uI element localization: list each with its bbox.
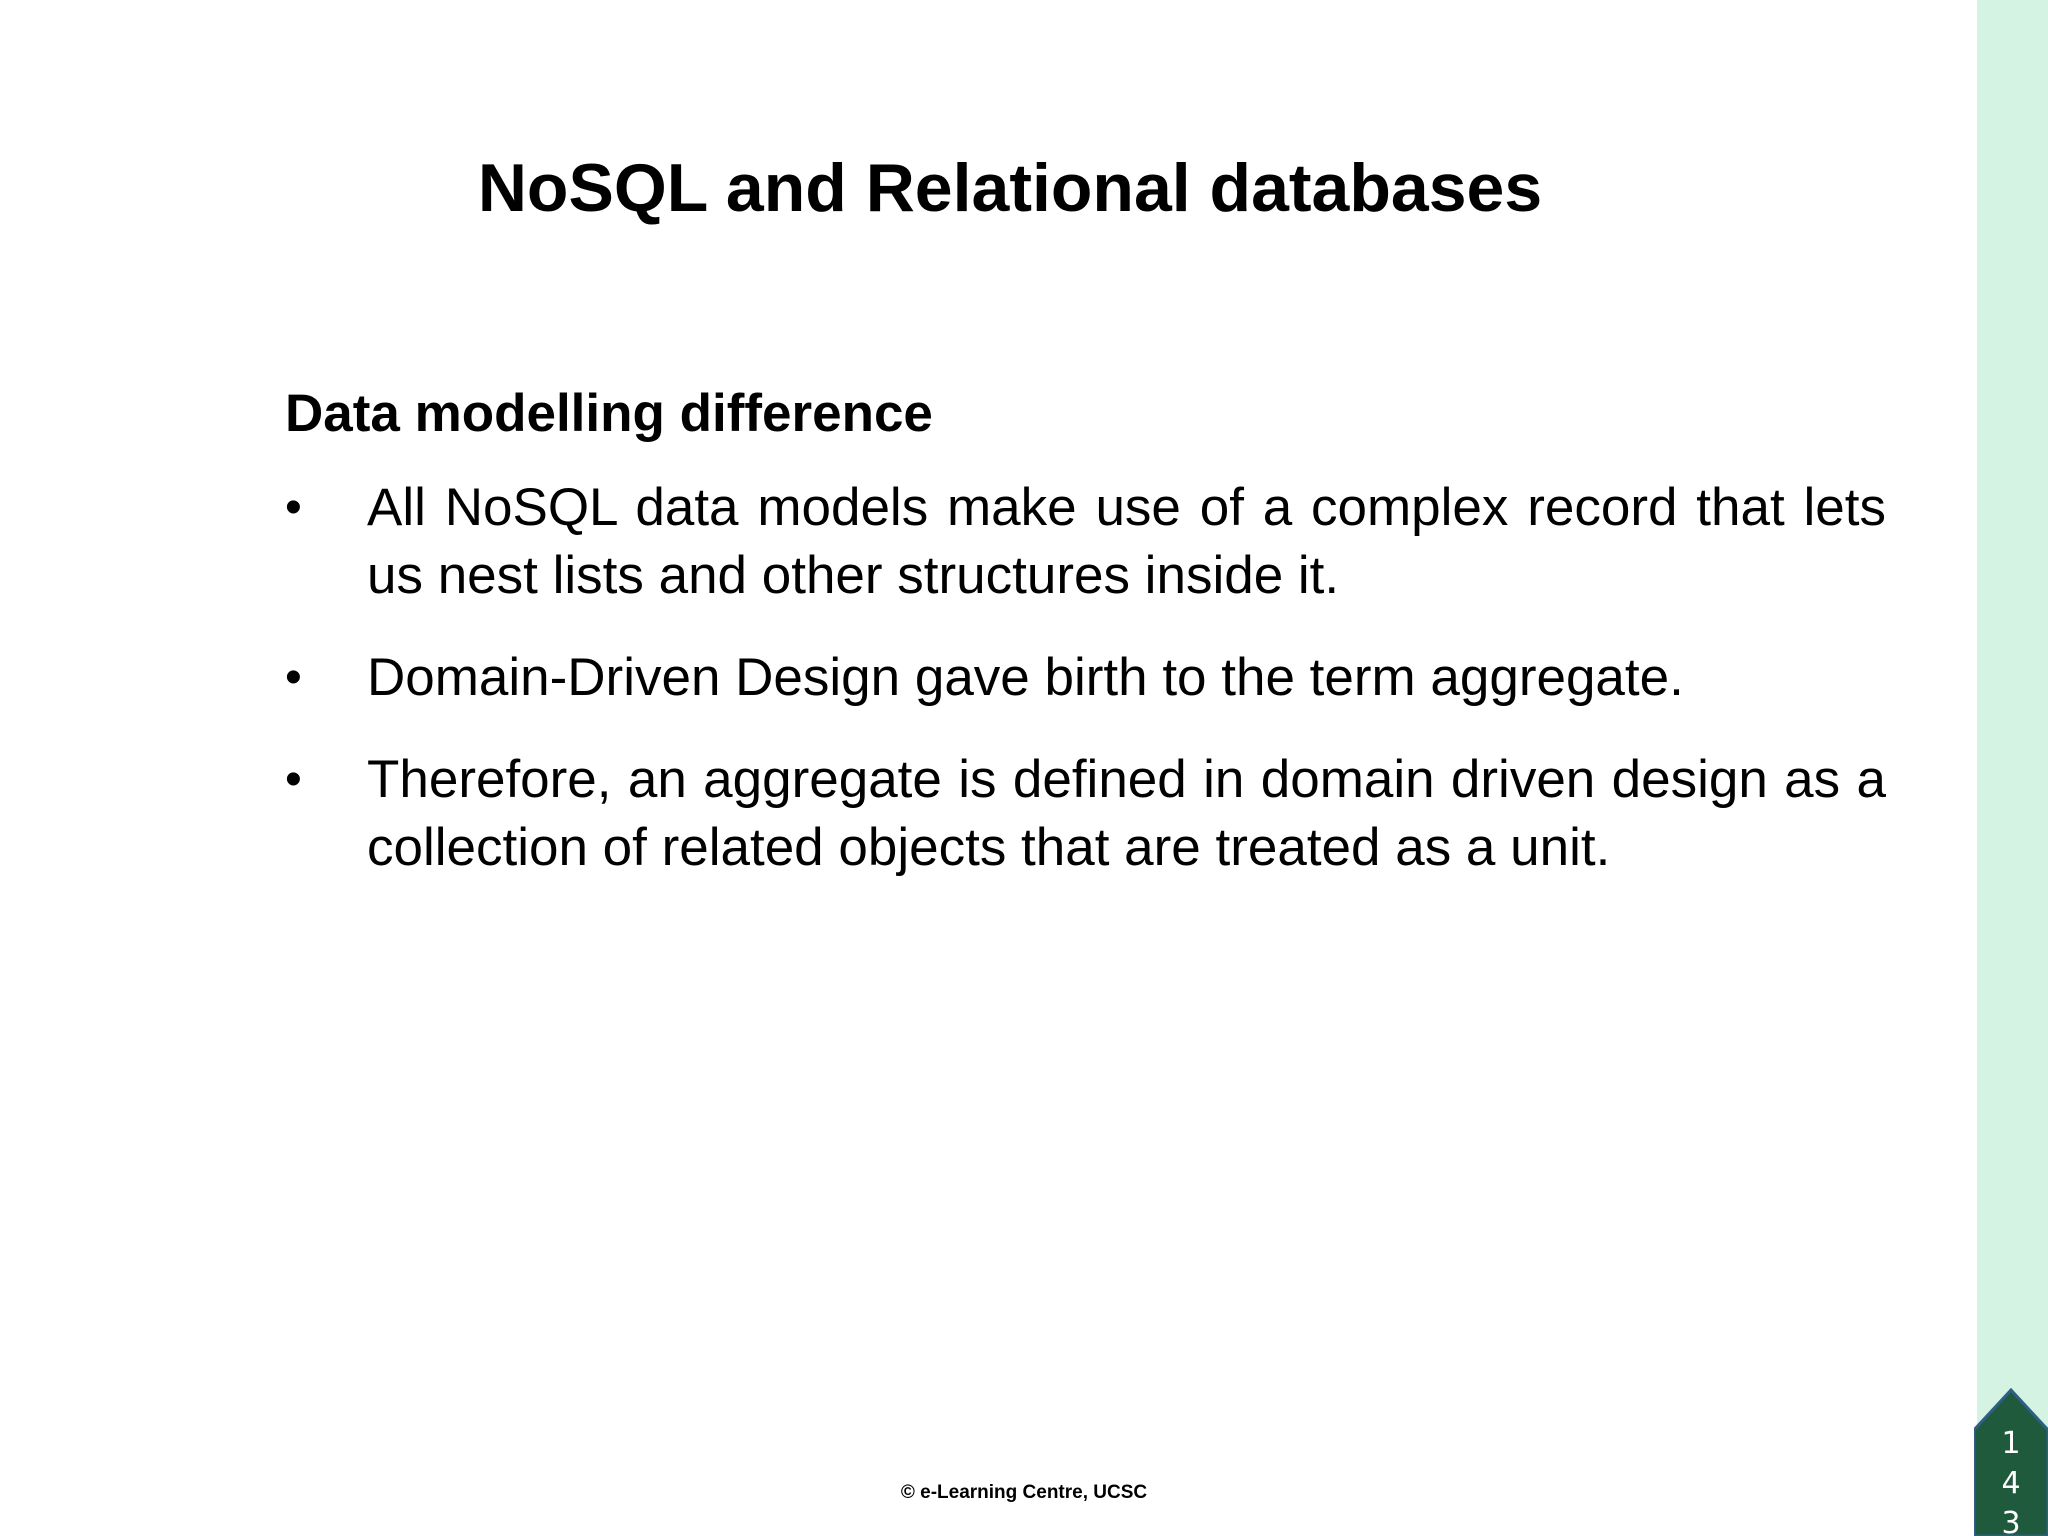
bullet-icon: • xyxy=(285,753,302,806)
page-number-digit: 3 xyxy=(2001,1506,2021,1536)
page-number-badge xyxy=(1974,1388,2048,1536)
page-number-digit: 4 xyxy=(2001,1466,2021,1501)
bullet-list xyxy=(285,474,1886,882)
bullet-icon: • xyxy=(285,651,302,704)
bullet-item-3 xyxy=(285,746,1886,882)
bullet-item-1 xyxy=(285,474,1886,610)
slide-title: NoSQL and Relational databases xyxy=(477,150,1543,226)
bullet-item-2 xyxy=(285,644,1886,712)
bullet-icon: • xyxy=(285,481,302,534)
right-side-band xyxy=(1977,0,2048,1536)
page-number-digit: 1 xyxy=(2001,1426,2021,1461)
section-subheading: Data modelling difference xyxy=(285,384,933,443)
bullet-text: Therefore, an aggregate is defined in domain driven design as a collection of related objects that are treated as a unit. xyxy=(367,750,1886,877)
slide-content xyxy=(285,380,1886,916)
bullet-text: Domain-Driven Design gave birth to the term aggregate. xyxy=(367,648,1684,707)
footer-copyright: © e-Learning Centre, UCSC xyxy=(900,1482,1148,1503)
page-number xyxy=(1974,1424,2048,1536)
bullet-text: All NoSQL data models make use of a complex record that lets us nest lists and other structures inside it. xyxy=(367,478,1886,605)
